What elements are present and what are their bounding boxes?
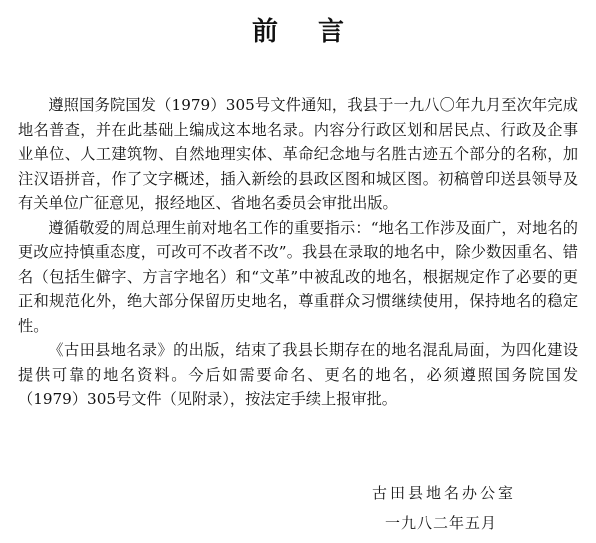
paragraph-2: 遵循敬爱的周总理生前对地名工作的重要指示：“地名工作涉及面广，对地名的更改应持慎重态度，可改可不改者不改”。我县在录取的地名中，除少数因重名、错名（包括生僻字、方言字地名）和“文革”中被乱改的地名，根据规定作了必要的更正和规范化外，绝大部分保留历史地名，尊重群众习惯继续使用，保持地名的稳定性。 bbox=[18, 218, 578, 335]
paragraph-3: 《古田县地名录》的出版，结束了我县长期存在的地名混乱局面，为四化建设提供可靠的地名资料。今后如需要命名、更名的地名，必须遵照国务院国发（1979）305号文件（见附录），按法定手续上报审批。 bbox=[18, 341, 578, 408]
signature-date: 一九八二年五月 bbox=[385, 514, 498, 532]
preface-body bbox=[18, 93, 578, 412]
page-title: 前言 bbox=[251, 17, 384, 47]
signature-organization: 古田县地名办公室 bbox=[372, 484, 517, 502]
paragraph-1: 遵照国务院国发（1979）305号文件通知，我县于一九八〇年九月至次年完成地名普查，并在此基础上编成这本地名录。内容分行政区划和居民点、行政及企事业单位、人工建筑物、自然地理实体、革命纪念地与名胜古迹五个部分的名称，加注汉语拼音，作了文字概述，插入新绘的县政区图和城区图。初稿曾印送县领导及有关单位广征意见，报经地区、省地名委员会审批出版。 bbox=[18, 96, 578, 212]
